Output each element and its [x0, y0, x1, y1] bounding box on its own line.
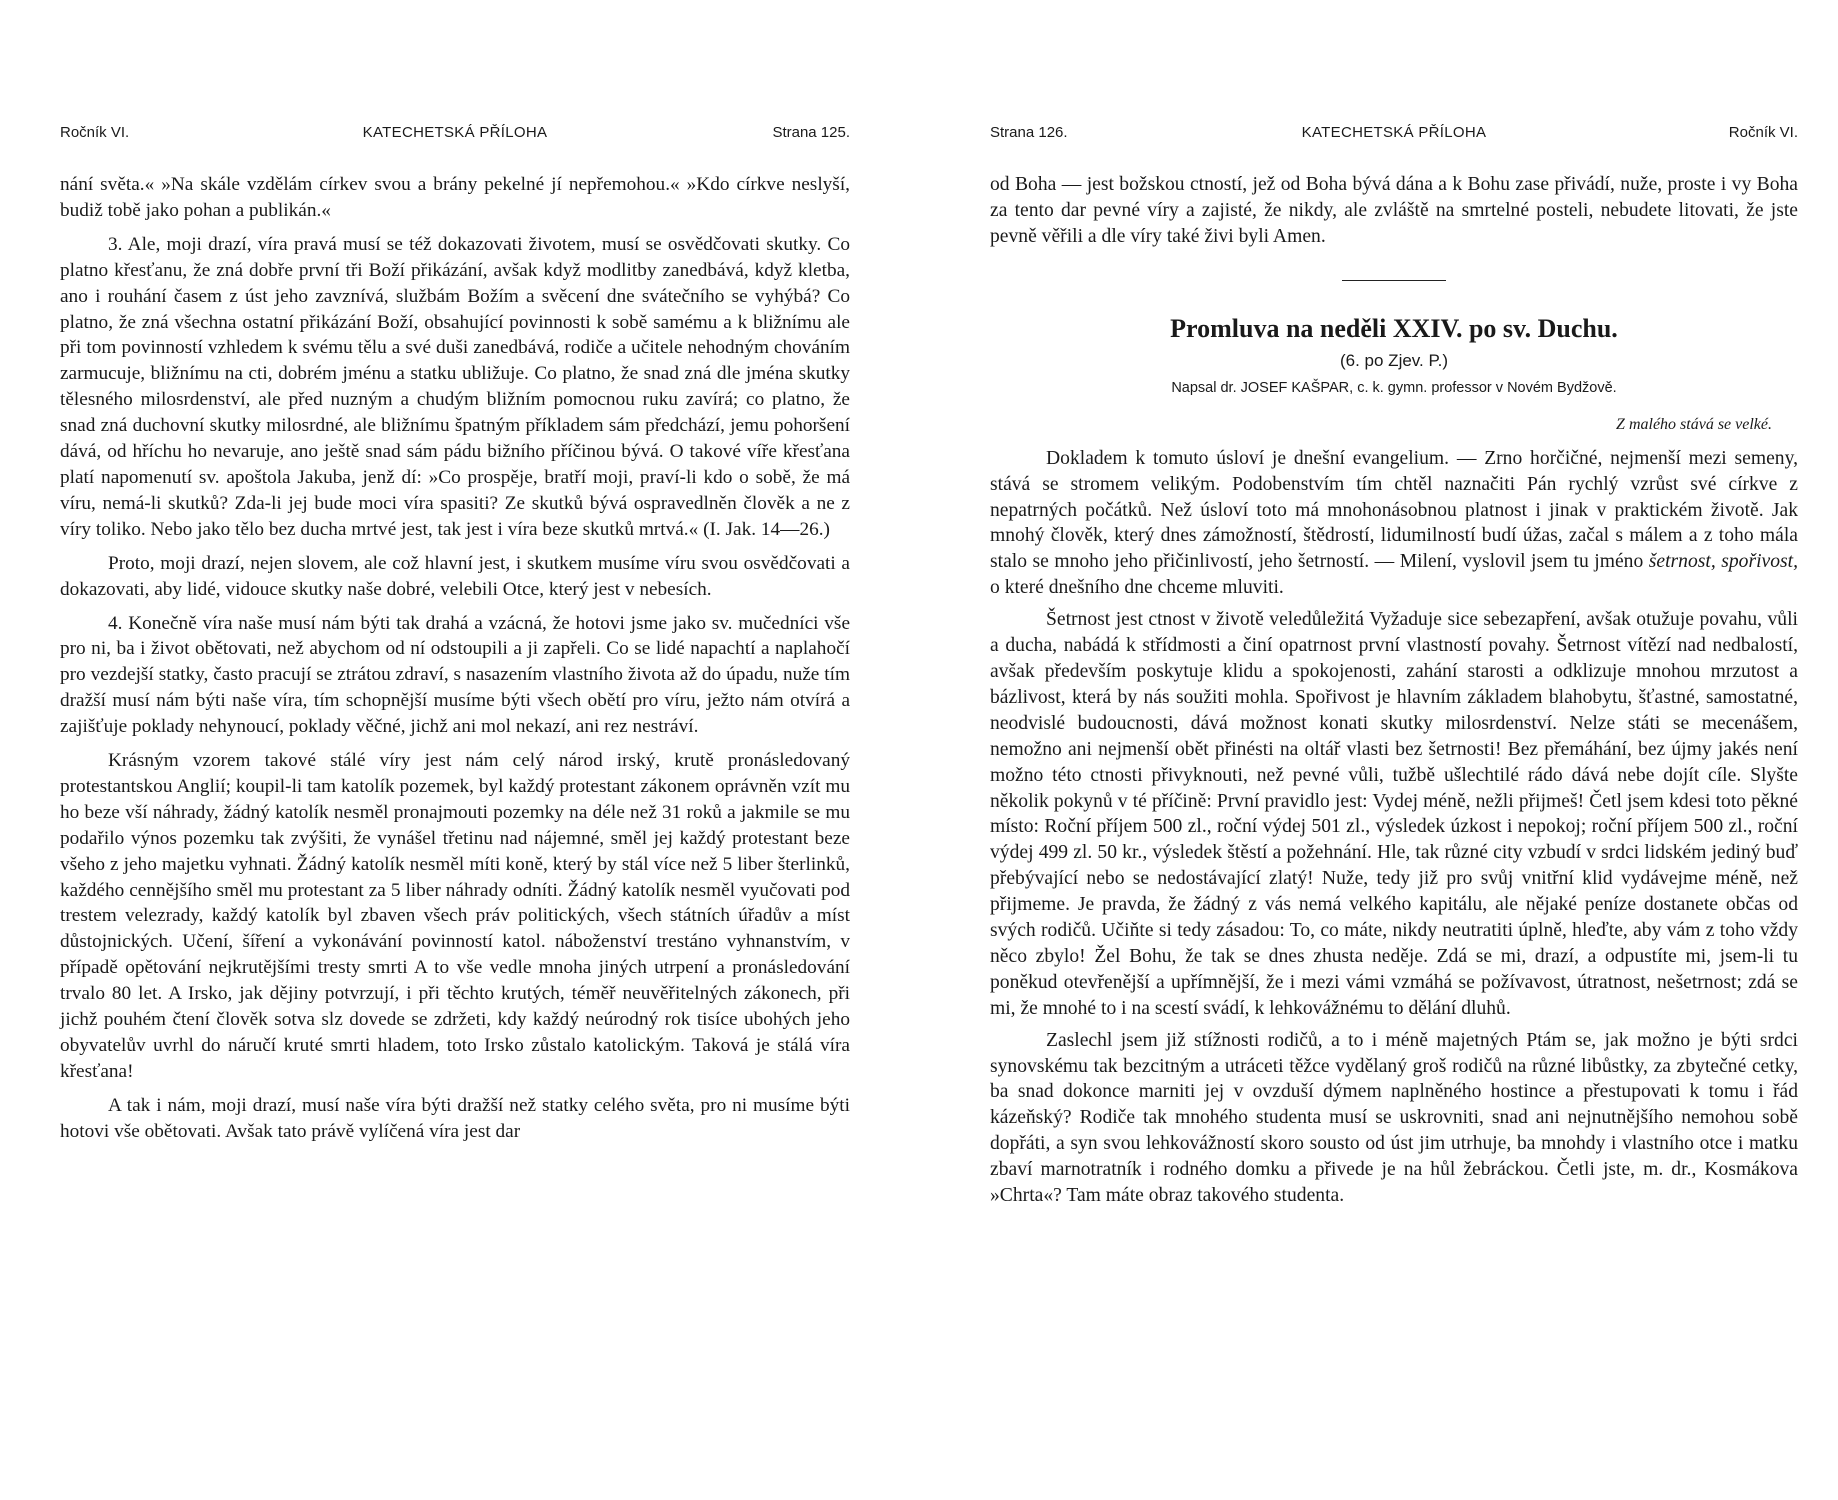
paragraph-text: o které dnešního dne chceme mluviti. — [990, 577, 1284, 599]
left-page-number: Strana 125. — [772, 124, 850, 141]
right-volume-label: Ročník VI. — [1728, 124, 1798, 141]
sermon-motto: Z malého stává se velké. — [1616, 415, 1772, 433]
left-paragraph: 3. Ale, moji drazí, víra pravá musí se též dokazovati životem, musí se osvědčovati skutky. Co platno křesťanu, že zná dobře první tři Boží přikázání, avšak když modlitby zanedbává, když kletba, ano i rouhání časem z úst jeho zavznívá, službám Božím a svěcení dne svátečního se vyhýbá? Co platno, že zná všechna ostatní přikázání Boží, obsahující povinnosti k sobě samému a k bližnímu ale při tom povinností vzhledem k svému tělu a své duši zanedbává, rodiče a učitele nehodným chováním zarmucuje, bližnímu na cti, dobrém jménu a statku ubližuje. Co platno, že snad zná dle jména skutky tělesného milosrdenství, ale před nuzným a chudým bližním pomocnou ruku zavírá; co platno, že snad zná duchovní skutky milosrdné, ale bližnímu špatným příkladem sám předchází, jemu pohoršení dává, od hříchu ho nevaruje, ano ještě snad sám pádu bižního příčinou bývá. O takové víře křesťana platí napomenutí sv. apoštola Jakuba, jenž dí: »Co prospěje, bratří moji, praví-li kdo o sobě, že má víru, nemá-li skutků? Zda-li jej bude moci víra spasiti? Ze skutků bývá ospravedlněn člověk a ne z víry toliko. Nebo jako tělo bez ducha mrtvé jest, tak jest i víra beze skutků mrtvá.« (I. Jak. 14—26.) — [60, 233, 850, 540]
left-page — [60, 0, 850, 1500]
right-page-body — [990, 172, 1798, 1209]
right-paragraph: Zaslechl jsem již stížnosti rodičů, a to i méně majetných Ptám se, jak možno je býti srdci synovskému tak bezcitným a utráceti těžce vydělaný groš rodičů na různé libůstky, za zbytečné cetky, ba snad dokonce marniti jej v ovzduší dýmem naplněného hostince a přestupovati k tomu i řád kázeňský? Rodiče tak mnohého studenta musí se uskrovniti, snad ani nejnutnějšího nemohou sobě dopřáti, a syn svou lehkovážností skoro sousto od úst jim utrhuje, ba mnohdy i vlastního otce i matku zbaví marnotratník i rodného domku a přivede je na hůl žebráckou. Četli jste, m. dr., Kosmákova »Chrta«? Tam máte obraz takového studenta. — [990, 1029, 1798, 1207]
left-volume-label: Ročník VI. — [60, 124, 130, 141]
left-paragraph: A tak i nám, moji drazí, musí naše víra býti dražší než statky celého světa, pro ni musíme býti hotovi vše obětovati. Avšak tato právě vylíčená víra jest dar — [60, 1094, 850, 1142]
paragraph-text: Dokladem k tomuto úsloví je dnešní evangelium. — Zrno horčičné, nejmenší mezi semeny, stává se stromem velikým. Podobenstvím tím chtěl naznačiti Pán rychlý vzrůst své církve z nepatrných počátků. Než úsloví toto má mnohonásobnou platnost i jinak v praktickém životě. Jak mnohý člověk, který dnes zámožností, štědrostí, lidumilností budí úžas, začal s málem a z toho mála stalo se mnoho jeho přičinlivostí, jeho šetrností. — Milení, vyslovil jsem tu jméno — [990, 447, 1798, 573]
left-paragraph: Proto, moji drazí, nejen slovem, ale což hlavní jest, i skutkem musíme víru svou osvědčovati a dokazovati, aby lidé, vidouce skutky naše dobré, velebili Otce, který jest v nebesích. — [60, 552, 850, 600]
left-journal-title: KATECHETSKÁ PŘÍLOHA — [362, 124, 548, 141]
sermon-byline: Napsal dr. JOSEF KAŠPAR, c. k. gymn. professor v Novém Bydžově. — [1171, 379, 1617, 396]
left-paragraph: Krásným vzorem takové stálé víry jest nám celý národ irský, krutě pronásledovaný protestantskou Anglií; koupil-li tam katolík pozemek, byl každý protestant zákonem oprávněn vzít mu ho beze vší náhrady, žádný katolík nesměl pronajmouti pozemky na déle než 31 roků a jakmile se mu podařilo výnos pozemku tak zvýšiti, že vynášel třetinu nad nájemné, směl jej každý protestant beze všeho z jeho majetku vyhnati. Žádný katolík nesměl míti koně, který by stál více než 5 liber šterlinků, každého cennějšího směl mu protestant za 5 liber náhrady odníti. Žádný katolík nesměl vyučovati pod trestem velezrady, každý katolík byl zbaven všech práv politických, všech státních úřadův a míst důstojnických. Učení, šíření a vykonávání povinností katol. náboženství trestáno vyhnanstvím, v případě opětování nejkrutějšími tresty smrti A to vše vedle mnoha jiných utrpení a pronásledování trvalo 80 let. A Irsko, jak dějiny potvrzují, i při těchto krutých, téměř neuvěřitelných zákonech, při jichž pouhém čtení člověk sotva slz dovede se zdržeti, kdy každý neúrodný rok tisíce ubohých jeho obyvatelův uvrhl do náručí kruté smrti hladem, toto Irsko zůstalo katolickým. Taková je stálá víra křesťana! — [60, 750, 850, 1082]
left-paragraph-continued: nání světa.« »Na skále vzdělám církev svou a brány pekelné jí nepřemohou.« »Kdo církve neslyší, budiž tobě jako pohan a publikán.« — [60, 174, 850, 221]
right-running-header — [990, 124, 1798, 148]
right-paragraph — [990, 446, 1798, 601]
right-journal-title: KATECHETSKÁ PŘÍLOHA — [1301, 124, 1487, 141]
right-paragraph-continued: od Boha — jest božskou ctností, jež od Boha bývá dána a k Bohu zase přivádí, nuže, proste i vy Boha za tento dar pevné víry a zajisté, že nikdy, ale zvláště na smrtelné posteli, nebudete litovati, že jste pevně věřili a dle víry také živi byli Amen. — [990, 174, 1798, 247]
right-paragraph: Šetrnost jest ctnost v životě veledůležitá Vyžaduje sice sebezapření, avšak otužuje povahu, vůli a ducha, nabádá k střídmosti a činí opatrnost první vlastností povahy. Šetrnost vítězí nad nedbalostí, avšak především poskytuje klidu a spokojenosti, zahání starosti a odklizuje mnohou mrzutost a bázlivost, která by nás soužiti mohla. Spořivost je hlavním základem blahobytu, šťastné, samostatné, neodvislé budoucnosti, dává možnost konati skutky milosrdenství. Nelze státi se mecenášem, nemožno ani nejmenší obět přinésti na oltář vlasti bez šetrnosti! Bez přemáhání, bez újmy jakés není možno této ctnosti přivyknouti, než pevné vůli, tužbě ušlechtilé rádo dává nebe dojít cíle. Slyšte několik pokynů v té příčině: První pravidlo jest: Vydej méně, nežli přijmeš! Četl jsem kdesi toto pěkné místo: Roční příjem 500 zl., roční výdej 501 zl., výsledek úzkost i nepokoj; roční příjem 500 zl., roční výdej 499 zl. 50 kr., výsledek štěstí a požehnání. Hle, tak různé city vzbudí v srdci lidském jediný buď přebývající nebo se nedostávající zlatý! Nuže, tedy již pro svůj vnitřní klid vydávejme méně, než přijmeme. Je pravda, že žádný z vás nemá velkého kapitálu, ale nějaké peníze dostanete občas od svých rodičů. Učiňte si tedy zásadou: To, co máte, nikdy neutratiti úplně, hleďte, aby vám z toho vždy něco zbylo! Žel Bohu, že tak se dnes zhusta neděje. Zdá se mi, drazí, a odpustíte mi, jsem-li tu poněkud otevřenější a upřímnější, že i mezi vámi vzmáhá se požívavost, útratnost, nešetrnost; zdá se mi, že mnohé to i na scestí svádí, k lehkovážnému to dělání dluhů. — [990, 609, 1798, 1019]
sermon-subtitle: (6. po Zjev. P.) — [1339, 350, 1449, 370]
sermon-title: Promluva na neděli XXIV. po sv. Duchu. — [1170, 313, 1618, 343]
left-running-header — [60, 124, 850, 148]
emphasized-terms: šetrnost, spořivost, — [1648, 551, 1798, 573]
left-page-body — [60, 172, 850, 1145]
section-divider — [1342, 280, 1446, 281]
right-page — [990, 0, 1798, 1500]
right-page-number: Strana 126. — [990, 124, 1068, 141]
left-paragraph: 4. Konečně víra naše musí nám býti tak drahá a vzácná, že hotovi jsme jako sv. mučedníci vše pro ni, ba i život obětovati, než abychom od ní odstoupili a ji zapřeli. Co se lidé napachtí a naplahočí pro vezdejší statky, často pracují se ztrátou zdraví, s nasazením vlastního života až do úpadu, nuže tím dražší musí nám býti naše víra, tím schopnější musíme býti všech obětí pro víru, ježto nám otvírá a zajišťuje poklady nehynoucí, poklady věčné, jichž ani mol nekazí, ani rez nestráví. — [60, 612, 850, 738]
